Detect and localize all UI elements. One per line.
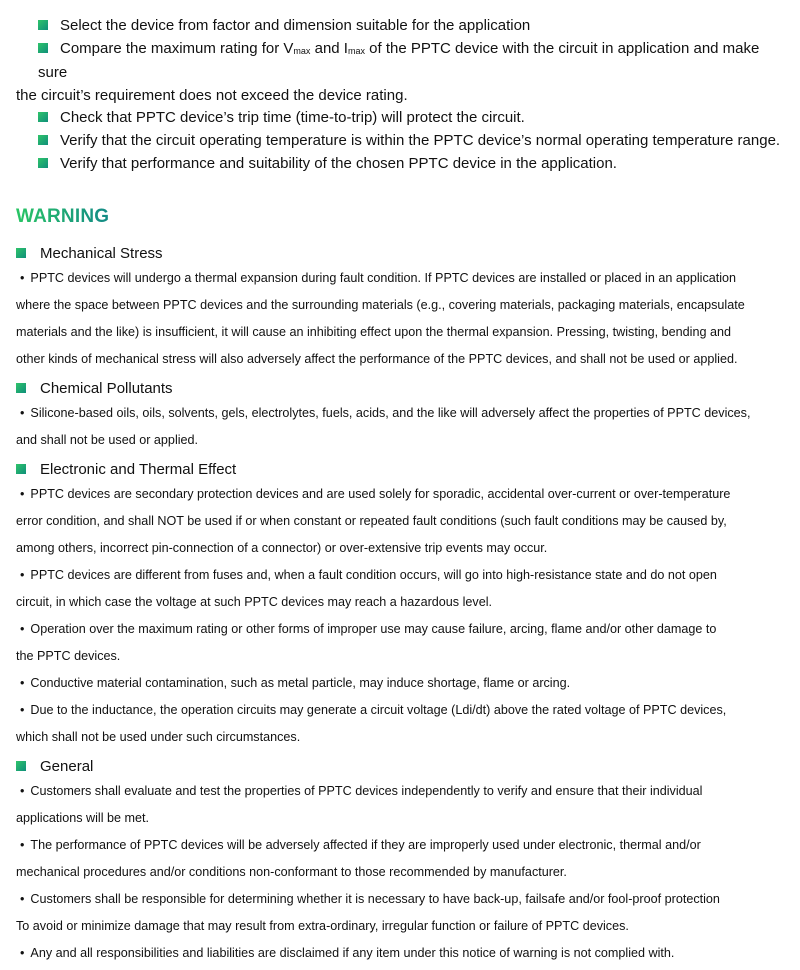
text-line: materials and the like) is insufficient, it will cause an inhibiting effect upon the thermal expansion. Pressing, twisting, bending and xyxy=(16,325,731,339)
text-line: To avoid or minimize damage that may result from extra-ordinary, irregular function or failure of PPTC devices. xyxy=(16,919,629,933)
checklist-text: Select the device from factor and dimension suitable for the application xyxy=(60,17,531,34)
text-line: PPTC devices are secondary protection devices and are used solely for sporadic, accidental over-current or over-temperature xyxy=(30,487,731,501)
section-heading xyxy=(16,378,786,400)
text-line: PPTC devices are different from fuses and, when a fault condition occurs, will go into high-resistance state and do not open xyxy=(30,568,717,582)
green-square-bullet-icon xyxy=(38,43,48,53)
warning-heading: WARNING xyxy=(16,206,110,227)
green-square-bullet-icon xyxy=(16,761,26,771)
green-square-bullet-icon xyxy=(16,383,26,393)
text-line: and shall not be used or applied. xyxy=(16,433,199,447)
text-line: Operation over the maximum rating or other forms of improper use may cause failure, arcing, flame and/or other damage to xyxy=(30,622,717,636)
text-line: mechanical procedures and/or conditions non-conformant to those recommended by manufacturer. xyxy=(16,865,567,879)
text-line: circuit, in which case the voltage at such PPTC devices may reach a hazardous level. xyxy=(16,595,492,609)
subscript-max: max xyxy=(293,45,311,56)
dot-bullet-icon: • xyxy=(20,568,25,582)
paragraph xyxy=(16,562,786,616)
text-line: other kinds of mechanical stress will also adversely affect the performance of the PPTC devices, and shall not be used or applied. xyxy=(16,352,738,366)
paragraph xyxy=(16,481,786,562)
section-general xyxy=(16,756,786,967)
text-line: PPTC devices will undergo a thermal expansion during fault condition. If PPTC devices are installed or placed in an application xyxy=(30,271,737,285)
checklist-text: Compare the maximum rating for V xyxy=(60,39,294,57)
text-line: Silicone-based oils, oils, solvents, gels, electrolytes, fuels, acids, and the like will adversely affect the properties of PPTC devices, xyxy=(30,406,751,420)
checklist-text: the circuit’s requirement does not exceed the device rating. xyxy=(16,86,408,104)
application-checklist xyxy=(16,15,786,175)
paragraph xyxy=(16,778,786,832)
paragraph xyxy=(16,400,786,454)
paragraph xyxy=(16,886,786,940)
section-electronic-thermal-effect xyxy=(16,459,786,751)
dot-bullet-icon: • xyxy=(20,406,25,420)
checklist-item-continuation xyxy=(16,85,786,108)
text-line: error condition, and shall NOT be used if or when constant or repeated fault conditions (such fault conditions may be caused by, xyxy=(16,514,727,528)
text-line: Any and all responsibilities and liabilities are disclaimed if any item under this notice of warning is not complied with. xyxy=(30,946,675,960)
green-square-bullet-icon xyxy=(38,158,48,168)
checklist-item xyxy=(16,130,786,153)
section-heading xyxy=(16,459,786,481)
paragraph xyxy=(16,670,786,697)
text-line: Customers shall be responsible for determining whether it is necessary to have back-up, failsafe and/or fool-proof protection xyxy=(30,892,720,906)
checklist-item xyxy=(16,38,786,85)
section-heading-text: Chemical Pollutants xyxy=(40,380,173,397)
green-square-bullet-icon xyxy=(16,464,26,474)
text-line: Customers shall evaluate and test the properties of PPTC devices independently to verify and ensure that their individual xyxy=(30,784,703,798)
section-heading xyxy=(16,243,786,265)
paragraph xyxy=(16,832,786,886)
green-square-bullet-icon xyxy=(16,248,26,258)
checklist-text: Verify that performance and suitability of the chosen PPTC device in the application. xyxy=(60,154,617,172)
dot-bullet-icon: • xyxy=(20,676,25,690)
text-line: applications will be met. xyxy=(16,811,149,825)
green-square-bullet-icon xyxy=(38,112,48,122)
text-line: Conductive material contamination, such as metal particle, may induce shortage, flame or arcing. xyxy=(30,676,571,690)
dot-bullet-icon: • xyxy=(20,892,25,906)
section-heading-text: Mechanical Stress xyxy=(40,245,163,262)
dot-bullet-icon: • xyxy=(20,703,25,717)
green-square-bullet-icon xyxy=(38,20,48,30)
text-line: the PPTC devices. xyxy=(16,649,121,663)
text-line: where the space between PPTC devices and the surrounding materials (e.g., covering materials, packaging materials, encapsulate xyxy=(16,298,745,312)
text-line: The performance of PPTC devices will be adversely affected if they are improperly used under electronic, thermal and/or xyxy=(30,838,701,852)
dot-bullet-icon: • xyxy=(20,946,25,960)
paragraph xyxy=(16,940,786,967)
checklist-item xyxy=(16,153,786,176)
section-chemical-pollutants xyxy=(16,378,786,454)
checklist-item xyxy=(16,15,786,38)
section-heading-text: Electronic and Thermal Effect xyxy=(40,461,237,478)
subscript-max: max xyxy=(347,45,365,56)
text-line: which shall not be used under such circumstances. xyxy=(16,730,301,744)
green-square-bullet-icon xyxy=(38,135,48,145)
section-mechanical-stress xyxy=(16,243,786,373)
dot-bullet-icon: • xyxy=(20,622,25,636)
text-line: Due to the inductance, the operation circuits may generate a circuit voltage (Ldi/dt) above the rated voltage of PPTC devices, xyxy=(30,703,727,717)
checklist-text: and I xyxy=(310,39,348,57)
paragraph xyxy=(16,697,786,751)
dot-bullet-icon: • xyxy=(20,838,25,852)
paragraph xyxy=(16,616,786,670)
dot-bullet-icon: • xyxy=(20,271,25,285)
checklist-text: Check that PPTC device’s trip time (time-to-trip) will protect the circuit. xyxy=(60,109,525,127)
checklist-item xyxy=(16,107,786,130)
section-heading xyxy=(16,756,786,778)
dot-bullet-icon: • xyxy=(20,487,25,501)
checklist-text: of the PPTC device with the circuit in application and make sure xyxy=(38,39,760,82)
text-line: among others, incorrect pin-connection of a connector) or over-extensive trip events may occur. xyxy=(16,541,548,555)
checklist-text: Verify that the circuit operating temperature is within the PPTC device’s normal operating temperature range. xyxy=(60,131,781,149)
dot-bullet-icon: • xyxy=(20,784,25,798)
section-heading-text: General xyxy=(40,758,94,775)
paragraph xyxy=(16,265,786,373)
